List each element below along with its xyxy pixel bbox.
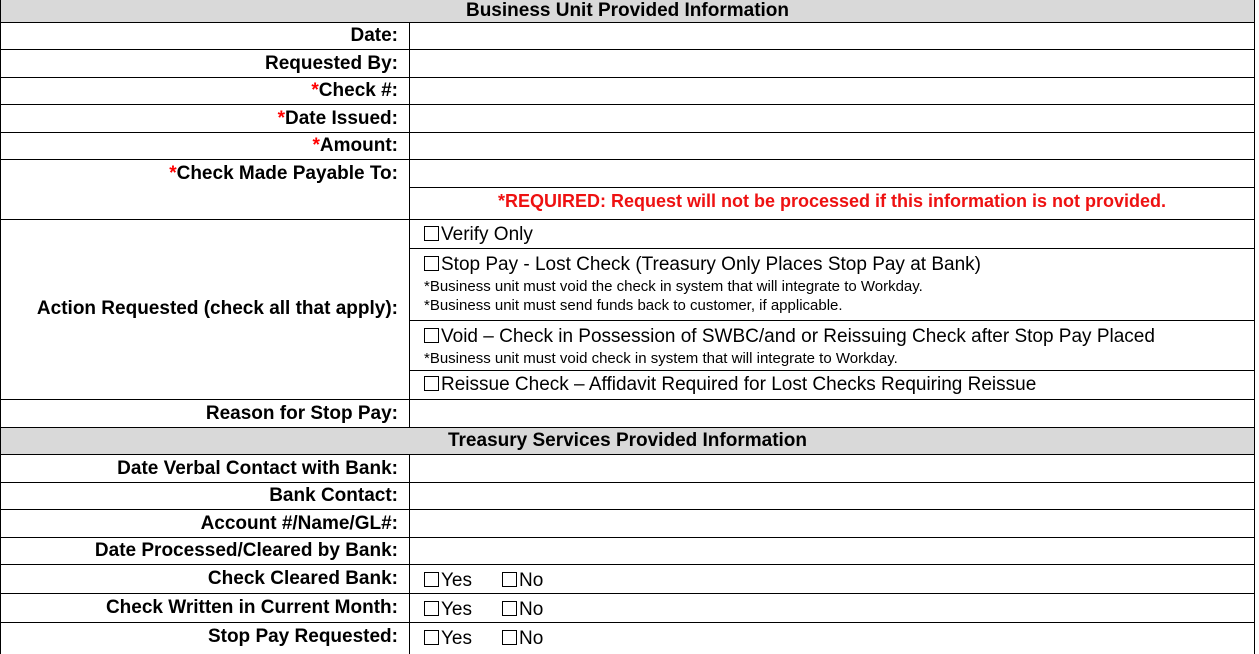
verbal-contact-label: Date Verbal Contact with Bank: [0,455,410,482]
no-checkbox[interactable] [502,601,517,616]
bank-contact-label: Bank Contact: [0,483,410,509]
treasury-section-header [0,428,1255,455]
requested-by-field[interactable] [410,50,1255,77]
reason-row [0,400,1255,428]
action-requested-row [0,220,1255,400]
required-marker: * [311,80,319,101]
amount-row [0,133,1255,160]
amount-label: *Amount: [0,133,410,159]
current-month-no[interactable]: No [502,594,580,625]
date-field[interactable] [410,23,1255,49]
check-cleared-row [0,565,1255,594]
required-marker: * [277,108,286,129]
bank-contact-field[interactable] [410,483,1255,509]
requested-by-row [0,50,1255,78]
reissue-checkbox[interactable] [424,376,439,391]
required-message: *REQUIRED: Request will not be processed if this information is not provided. [497,191,1167,211]
business-section-title: Business Unit Provided Information [465,0,790,21]
no-checkbox[interactable] [502,572,517,587]
date-label: Date: [0,23,410,49]
current-month-label: Check Written in Current Month: [0,594,410,622]
void-checkbox[interactable] [424,328,439,343]
reason-label: Reason for Stop Pay: [0,400,410,427]
action-reissue[interactable]: Reissue Check – Affidavit Required for Lost Checks Requiring Reissue [410,371,1254,399]
stop-pay-checkbox[interactable] [424,256,439,271]
amount-field[interactable] [410,133,1255,159]
yes-checkbox[interactable] [424,601,439,616]
verify-only-checkbox[interactable] [424,226,439,241]
date-issued-label: *Date Issued: [0,105,410,132]
no-checkbox[interactable] [502,630,517,645]
stop-pay-note-1: *Business unit must void the check in system that will integrate to Workday. [424,278,923,295]
current-month-row [0,594,1255,623]
payable-to-row [0,160,1255,220]
stop-pay-requested-row [0,623,1255,654]
account-label: Account #/Name/GL#: [0,510,410,537]
date-issued-field[interactable] [410,105,1255,132]
payable-to-cell [410,160,1255,219]
stop-pay-requested-options [410,623,1255,654]
yes-checkbox[interactable] [424,572,439,587]
stop-pay-requested-no[interactable]: No [502,623,580,654]
account-field[interactable] [410,510,1255,537]
check-cleared-options [410,565,1255,593]
treasury-section-title: Treasury Services Provided Information [447,430,808,451]
requested-by-label: Requested By: [0,50,410,77]
action-void[interactable]: Void – Check in Possession of SWBC/and or Reissuing Check after Stop Pay Placed *Business unit must void check in system that will integrate to Workday. [410,321,1254,371]
stop-pay-requested-label: Stop Pay Requested: [0,623,410,654]
date-issued-row [0,105,1255,133]
check-number-field[interactable] [410,78,1255,104]
verbal-contact-field[interactable] [410,455,1255,482]
void-note-1: *Business unit must void check in system that will integrate to Workday. [424,350,898,367]
action-requested-label: Action Requested (check all that apply): [0,220,410,399]
check-number-label: *Check #: [0,78,410,104]
required-marker: * [312,135,320,156]
date-row [0,23,1255,50]
bank-contact-row [0,483,1255,510]
date-processed-field[interactable] [410,538,1255,564]
verbal-contact-row [0,455,1255,483]
yes-checkbox[interactable] [424,630,439,645]
payable-to-label: *Check Made Payable To: [0,160,410,219]
stop-pay-requested-yes[interactable]: Yes [424,623,502,654]
date-processed-label: Date Processed/Cleared by Bank: [0,538,410,564]
action-stop-pay[interactable]: Stop Pay - Lost Check (Treasury Only Places Stop Pay at Bank) *Business unit must void the check in system that will integrate to Workday. *Business unit must send funds back to customer, if applicable. [410,249,1254,321]
date-processed-row [0,538,1255,565]
check-number-row [0,78,1255,105]
check-cleared-no[interactable]: No [502,565,580,596]
check-cleared-label: Check Cleared Bank: [0,565,410,593]
current-month-options [410,594,1255,622]
check-cleared-yes[interactable]: Yes [424,565,502,596]
action-verify-only[interactable]: Verify Only [410,220,1254,249]
reason-field[interactable] [410,400,1255,427]
payable-to-field[interactable] [410,160,1254,188]
current-month-yes[interactable]: Yes [424,594,502,625]
stop-pay-note-2: *Business unit must send funds back to customer, if applicable. [424,297,843,314]
account-row [0,510,1255,538]
required-marker: * [169,163,177,184]
business-section-header [0,0,1255,23]
action-options-cell [410,220,1255,399]
